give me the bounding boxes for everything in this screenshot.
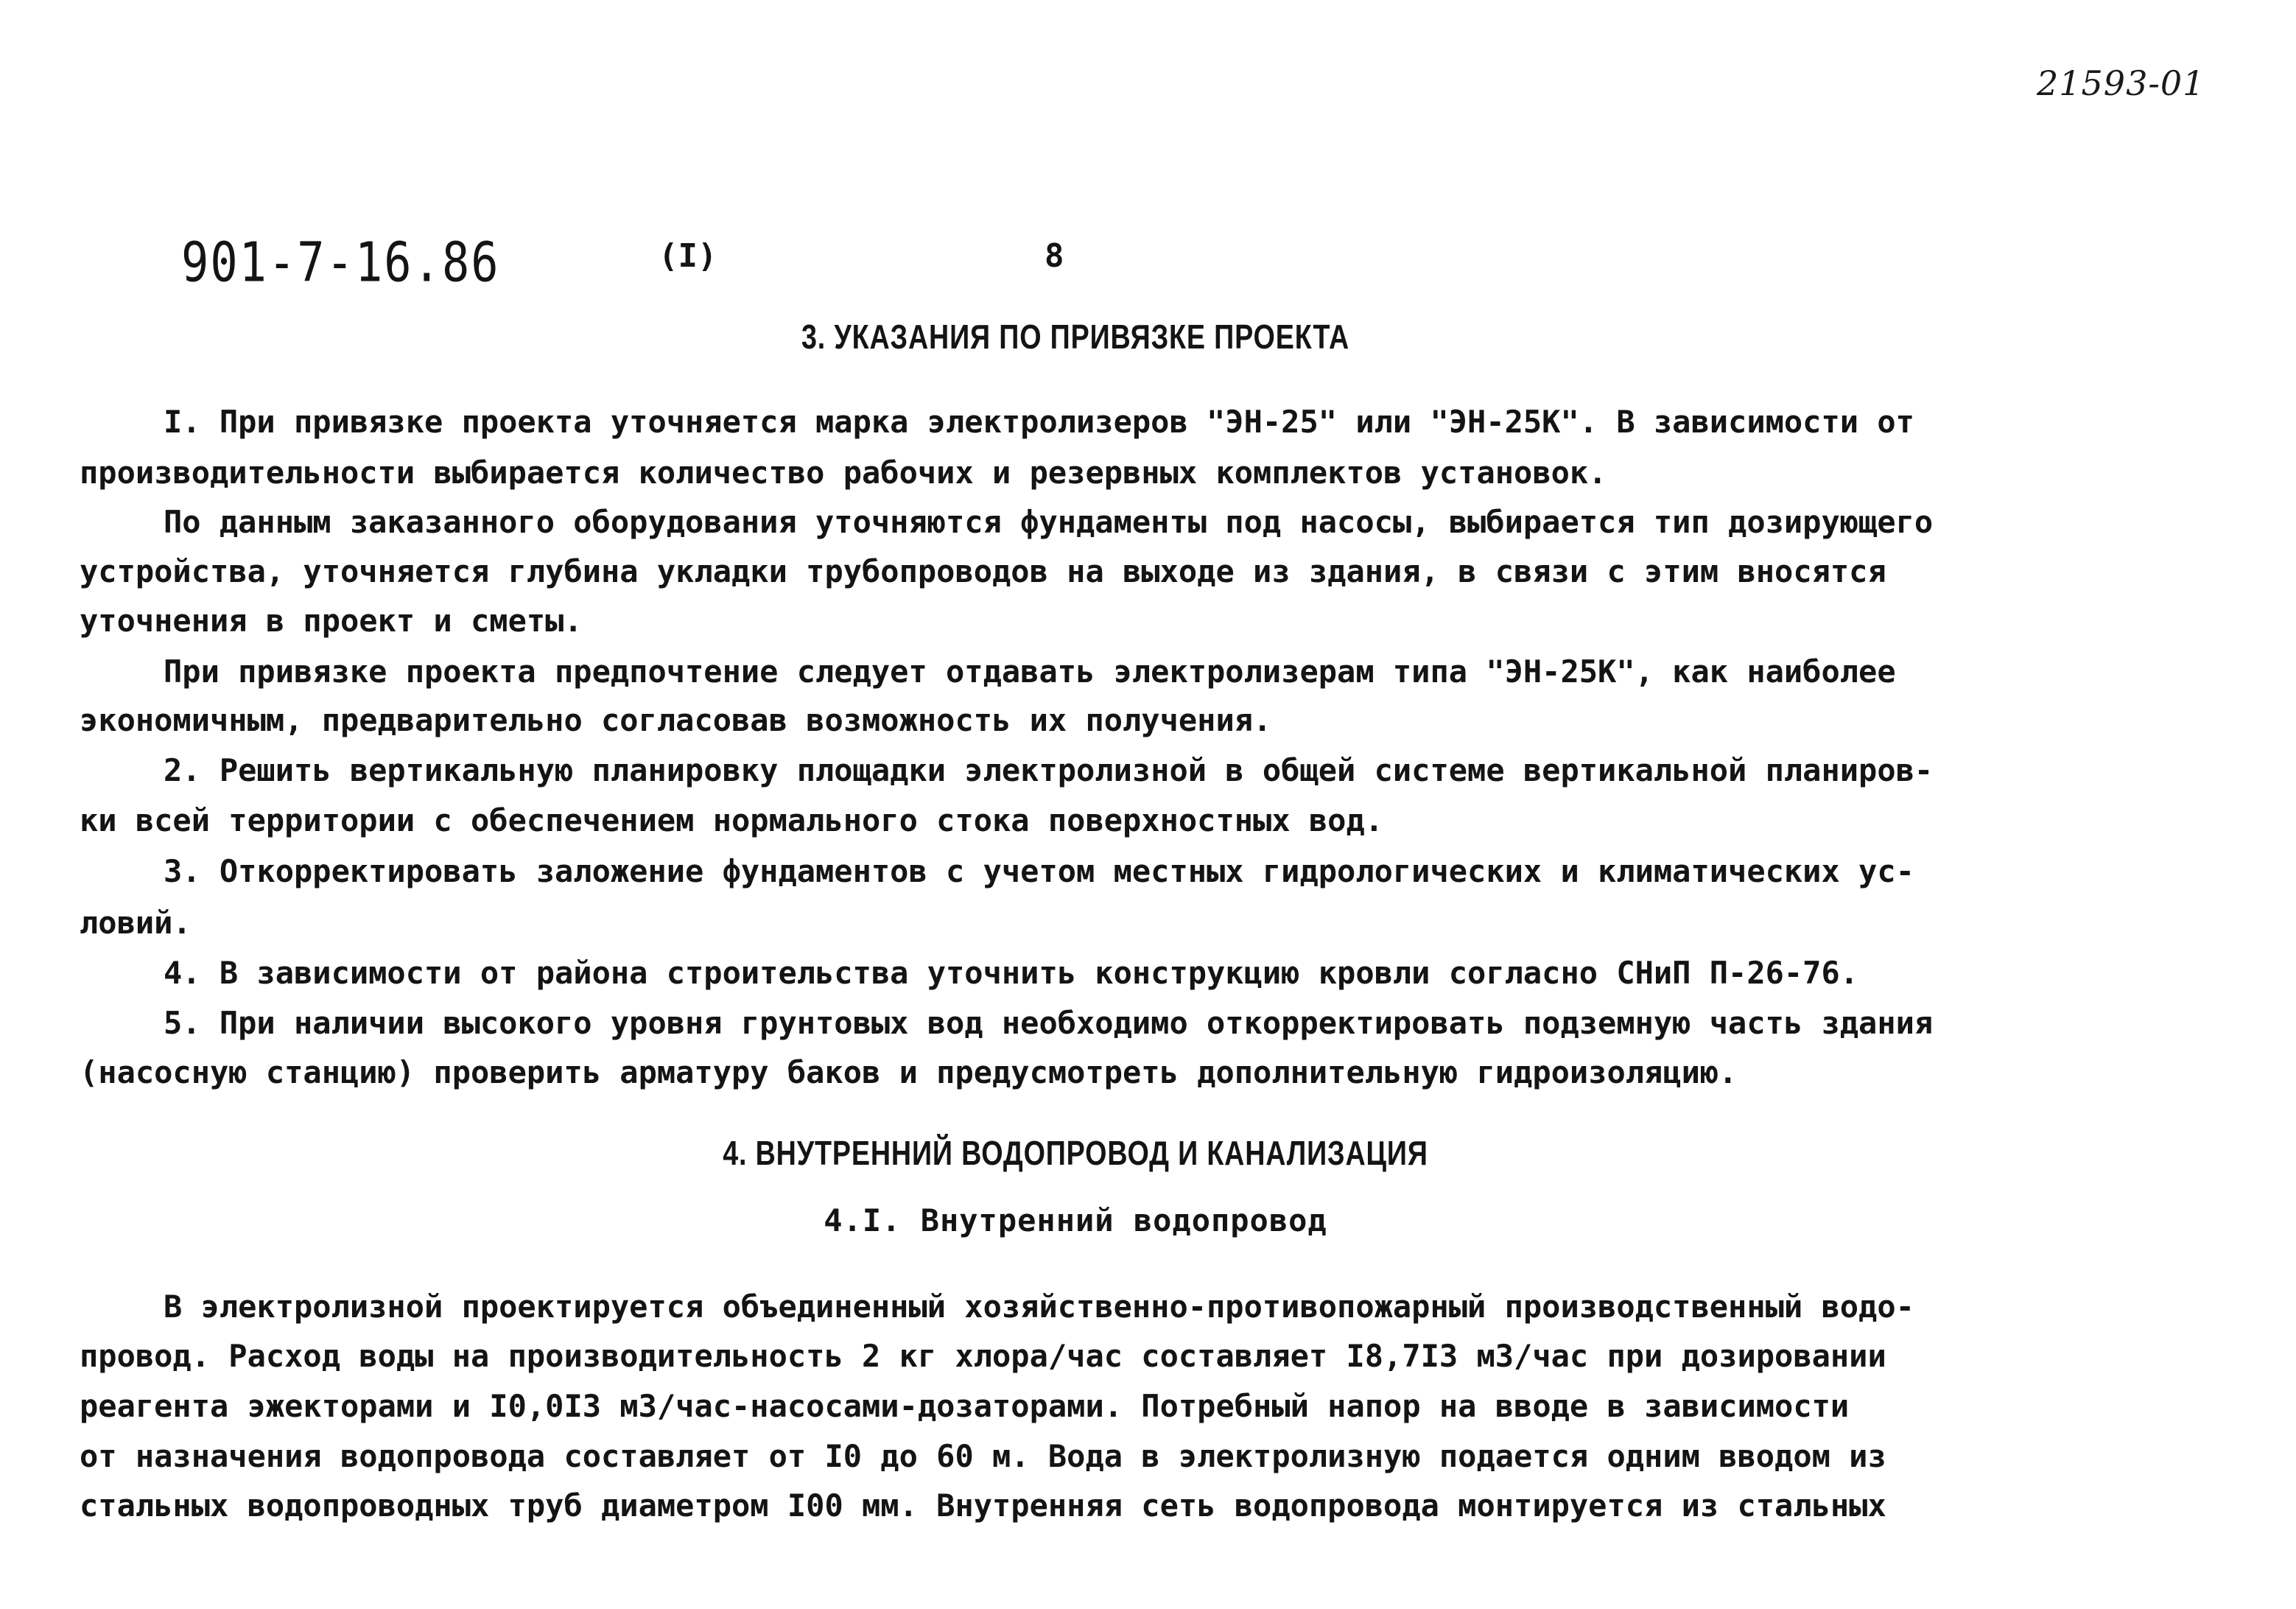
archive-number: 21593-01 (2037, 63, 2205, 103)
paragraph-line: уточнения в проект и сметы. (80, 603, 583, 639)
section-3-title: 3. УКАЗАНИЯ ПО ПРИВЯЗКЕ ПРОЕКТА (801, 318, 1350, 356)
page-number: 8 (1045, 237, 1064, 275)
paragraph-line: 5. При наличии высокого уровня грунтовых вод необходимо откорректировать подземную часть здания (164, 1005, 1934, 1041)
paragraph-line: ки всей территории с обеспечением нормального стока поверхностных вод. (80, 802, 1384, 838)
paragraph-line: провод. Расход воды на производительность 2 кг хлора/час составляет I8,7I3 м3/час при дозировании (80, 1338, 1886, 1374)
paragraph-line: от назначения водопровода составляет от I0 до 60 м. Вода в электролизную подается одним вводом из (80, 1438, 1886, 1474)
paragraph-line: реагента эжекторами и I0,0I3 м3/час-насосами-дозаторами. Потребный напор на вводе в зависимости (80, 1388, 1850, 1424)
paragraph-line: При привязке проекта предпочтение следует отдавать электролизерам типа "ЭН-25К", как наиболее (164, 653, 1896, 690)
paragraph-line: ловий. (80, 905, 192, 941)
section-4-title: 4. ВНУТРЕННИЙ ВОДОПРОВОД И КАНАЛИЗАЦИЯ (723, 1134, 1428, 1172)
subsection-4-1-title: 4.I. Внутренний водопровод (824, 1202, 1327, 1238)
paragraph-line: 4. В зависимости от района строительства уточнить конструкцию кровли согласно СНиП П-26-76. (164, 955, 1859, 991)
paragraph-line: I. При привязке проекта уточняется марка электролизеров "ЭН-25" или "ЭН-25К". В зависимости от (164, 404, 1914, 440)
paragraph-line: (насосную станцию) проверить арматуру баков и предусмотреть дополнительную гидроизоляцию. (80, 1054, 1738, 1090)
paragraph-line: В электролизной проектируется объединенный хозяйственно-противопожарный производственный водо- (164, 1289, 1914, 1325)
paragraph-line: 3. Откорректировать заложение фундаментов с учетом местных гидрологических и климатических ус- (164, 853, 1914, 889)
paragraph-line: устройства, уточняется глубина укладки трубопроводов на выходе из здания, в связи с этим вносятся (80, 553, 1886, 589)
document-part: (I) (659, 237, 717, 275)
document-code: 901-7-16.86 (181, 230, 500, 295)
paragraph-line: производительности выбирается количество рабочих и резервных комплектов установок. (80, 455, 1607, 491)
paragraph-line: 2. Решить вертикальную планировку площадки электролизной в общей системе вертикальной планиров- (164, 752, 1934, 788)
paragraph-line: экономичным, предварительно согласовав возможность их получения. (80, 702, 1272, 738)
paragraph-line: По данным заказанного оборудования уточняются фундаменты под насосы, выбирается тип дозирующего (164, 504, 1934, 540)
paragraph-line: стальных водопроводных труб диаметром I00 мм. Внутренняя сеть водопровода монтируется из стальных (80, 1487, 1886, 1524)
